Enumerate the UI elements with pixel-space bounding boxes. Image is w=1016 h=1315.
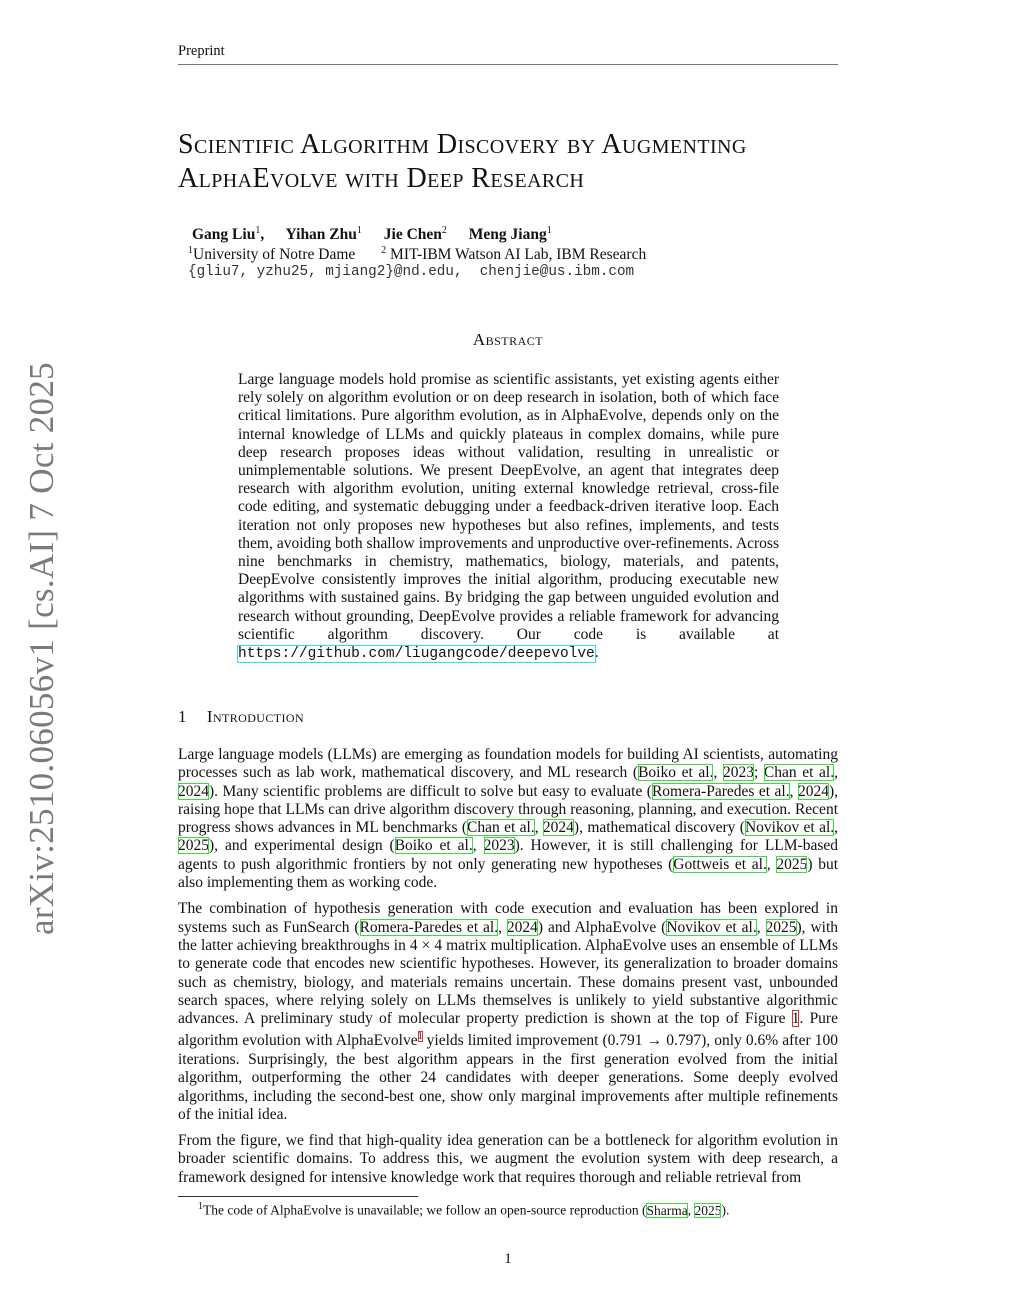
figure-reference-link[interactable]: 1 [791,1010,800,1028]
author: Meng Jiang$^1$ [468,225,552,244]
arxiv-identifier-stamp: arXiv:2510.06056v1 [cs.AI] 7 Oct 2025 [22,362,61,935]
citation-year-link[interactable]: 2025 [776,855,808,873]
citation-link[interactable]: Sharma [646,1202,688,1218]
citation-link[interactable]: Romera-Paredes et al. [651,782,790,800]
author: Yihan Zhu$^1$ [285,225,362,244]
citation-year-link[interactable]: 2025 [694,1202,722,1218]
citation-link[interactable]: Chan et al. [763,764,835,782]
footnote-rule [178,1196,418,1197]
introduction-body [178,746,838,1195]
citation-link[interactable]: Novikov et al. [744,819,835,837]
paragraph: The combination of hypothesis generation with code execution and evaluation has been explored in systems such as FunSearch (Romera-Paredes et al., 2024) and AlphaEvolve (Novikov et al., 2025), with the latter achieving breakthroughs in 4 × 4 matrix multiplication. AlphaEvolve uses an ensemble of LLMs to generate code that encodes new scientific hypotheses. However, its generalization to broader domains such as chemistry, biology, and materials remains uncertain. These domains present vast, unbounded search spaces, where relying solely on LLMs themselves is unlikely to yield substantive algorithmic advances. A preliminary study of molecular property prediction is shown at the top of Figure 1. Pure algorithm evolution with AlphaEvolve$^1$ yields limited improvement (0.791 → 0.797), only 0.6% after 100 iterations. Surprisingly, the best algorithm appears in the first generation evolved from the initial algorithm, outperforming the other 24 candidates with deeper generations. Some deeply evolved algorithms, including the second-best one, show only marginal improvements after multiple refinements of the initial idea. [178,900,839,1123]
affiliations [188,245,668,264]
header-rule [178,64,838,65]
citation-year-link[interactable]: 2023 [483,837,515,855]
citation-link[interactable]: Novikov et al. [666,918,757,936]
author: Gang Liu$^1$, [192,225,265,244]
author: Jie Chen$^2$ [383,225,447,244]
citation-link[interactable]: Boiko et al. [394,837,473,855]
code-repository-link[interactable]: https://github.com/liugangcode/deepevolve [238,646,595,663]
abstract-heading: Abstract [472,330,544,349]
citation-year-link[interactable]: 2024 [797,782,829,800]
citation-year-link[interactable]: 2024 [178,782,209,800]
page-number: 1 [504,1251,512,1267]
running-head: Preprint [178,43,225,59]
section-heading-introduction: 1 Introduction [178,707,305,726]
citation-year-link[interactable]: 2023 [722,764,754,782]
affiliation: $^1$University of Notre Dame [188,245,356,264]
author-emails: {gliu7, yzhu25, mjiang2}@nd.edu, chenjie@us.ibm.com [188,264,635,280]
abstract-body: Large language models hold promise as scientific assistants, yet existing agents either rely solely on algorithm evolution or on deep research in isolation, both of which face critical limitations. Pure algorithm evolution, as in AlphaEvolve, depends only on the internal knowledge of LLMs and quickly plateaus in complex domains, while pure deep research proposes ideas without validation, resulting in unrealistic or unimplementable solutions. We present DeepEvolve, an agent that integrates deep research with algorithm evolution, uniting external knowledge retrieval, cross-file code editing, and systematic debugging under a feedback-driven iterative loop. Each iteration not only proposes new hypotheses but also refines, implements, and tests them, avoiding both shallow improvements and unproductive over-refinements. Across nine benchmarks in chemistry, mathematics, biology, materials, and patents, DeepEvolve consistently improves the initial algorithm, producing executable new algorithms with sustained gains. By bridging the gap between unguided evolution and research without grounding, DeepEvolve provides a reliable framework for advancing scientific algorithm discovery. Our code is available at https://github.com/liugangcode/deepevolve. [238,371,779,663]
affiliation: $^2$ MIT-IBM Watson AI Lab, IBM Research [381,245,647,264]
citation-link[interactable]: Boiko et al. [638,764,714,782]
citation-year-link[interactable]: 2025 [178,837,209,855]
citation-year-link[interactable]: 2024 [542,819,574,837]
author-list [192,225,570,244]
paper-title: Scientific Algorithm Discovery by Augmenting AlphaEvolve with Deep Research [178,129,747,194]
paragraph: From the figure, we find that high-quality idea generation can be a bottleneck for algorithm evolution in broader scientific domains. To address this, we augment the evolution system with deep research, a framework designed for intensive knowledge work that requires thorough and reliable retrieval from [178,1132,838,1186]
citation-link[interactable]: Gottweis et al. [673,855,767,873]
citation-year-link[interactable]: 2025 [765,918,797,936]
footnote-reference-link[interactable]: 1 [417,1031,423,1043]
citation-link[interactable]: Romera-Paredes et al. [359,918,499,936]
citation-year-link[interactable]: 2024 [506,918,538,936]
paragraph: Large language models (LLMs) are emerging as foundation models for building AI scientists, automating processes such as lab work, mathematical discovery, and ML research (Boiko et al., 2023; Chan et al., 2024). Many scientific problems are difficult to solve but easy to evaluate (Romera-Paredes et al., 2024), raising hope that LLMs can drive algorithm discovery through reasoning, planning, and execution. Recent progress shows advances in ML benchmarks (Chan et al., 2024), mathematical discovery (Novikov et al., 2025), and experimental design (Boiko et al., 2023). However, it is still challenging for LLM-based agents to push algorithmic frontiers by not only generating new hypotheses (Gottweis et al., 2025) but also implementing them as working code. [178,746,839,892]
citation-link[interactable]: Chan et al. [467,819,535,837]
footnote: $^1$The code of AlphaEvolve is unavailable; we follow an open-source reproduction (Sharma, 2025). [198,1201,730,1218]
